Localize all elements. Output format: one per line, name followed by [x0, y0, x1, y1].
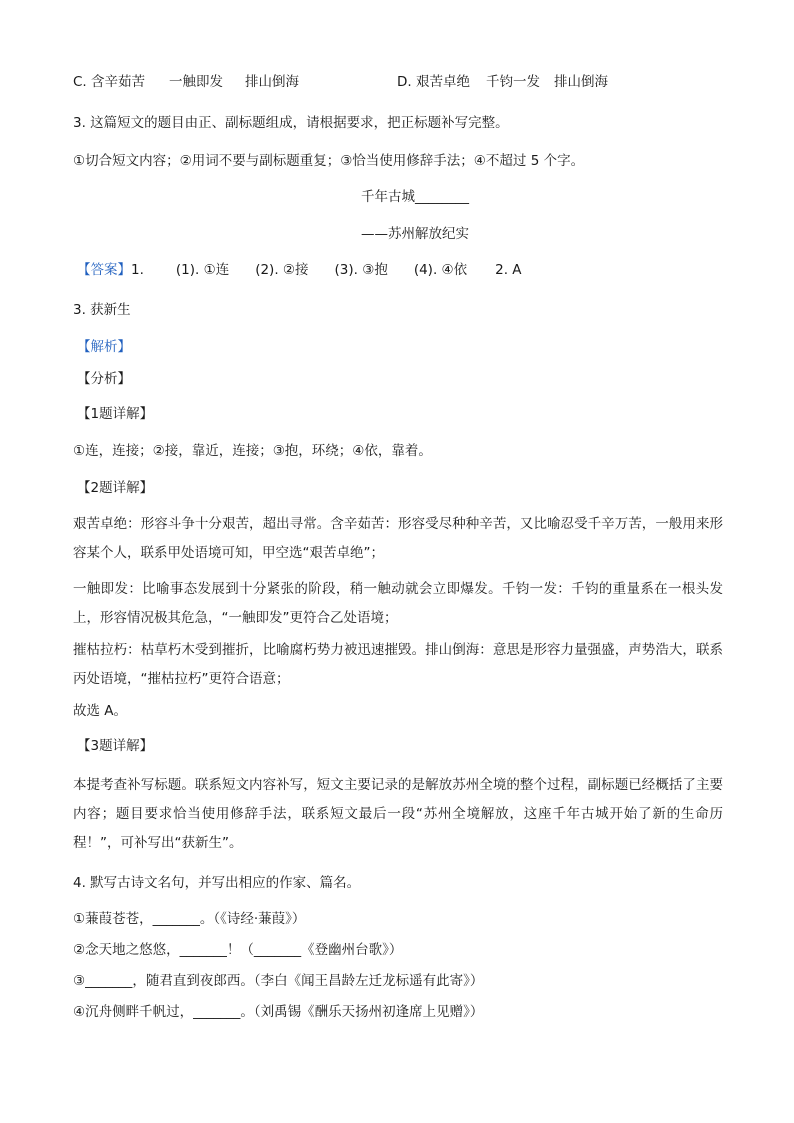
- question-3-requirements: ①切合短文内容；②用词不要与副标题重复；③恰当使用修辞手法；④不超过 5 个字。: [73, 153, 585, 169]
- q2-detail-paragraph-2: 一触即发：比喻事态发展到十分紧张的阶段，稍一触动就会立即爆发。千钧一发：千钧的重量系在一根头发上，形容情况极其危急，“一触即发”更符合乙处语境；: [73, 581, 723, 626]
- question-3-prompt: 3. 这篇短文的题目由正、副标题组成，请根据要求，把正标题补写完整。: [73, 115, 509, 131]
- answer-q1-part-1: (1). ①连: [175, 262, 230, 278]
- option-c-label: C. 含辛茹苦: [73, 74, 146, 90]
- q1-detail-text: ①连，连接；②接，靠近，连接；③抱，环绕；④依，靠着。: [73, 443, 432, 459]
- q2-detail-paragraph-1: 艰苦卓绝：形容斗争十分艰苦，超出寻常。含辛茹苦：形容受尽种种辛苦，又比喻忍受千辛万苦，一般用来形容某个人，联系甲处语境可知，甲空选“艰苦卓绝”；: [73, 516, 723, 561]
- option-c: [73, 72, 299, 92]
- q2-detail-heading: 【2题详解】: [77, 480, 154, 496]
- recitation-item-3: ③_______，随君直到夜郎西。（李白《闻王昌龄左迁龙标遥有此寄》）: [73, 973, 484, 989]
- q3-detail-paragraph: 本提考查补写标题。联系短文内容补写，短文主要记录的是解放苏州全境的整个过程，副标题已经概括了主要内容；题目要求恰当使用修辞手法，联系短文最后一段“苏州全境解放，这座千年古城开始了新的生命历程！”，可补写出“获新生”。: [73, 777, 723, 851]
- q2-detail-paragraph-3: 摧枯拉朽：枯草朽木受到摧折，比喻腐朽势力被迅速摧毁。排山倒海：意思是形容力量强盛，声势浩大，联系丙处语境，“摧枯拉朽”更符合语意；: [73, 642, 723, 687]
- option-d-word-3: 排山倒海: [553, 74, 608, 90]
- option-d-word-2: 千钧一发: [485, 74, 540, 90]
- q1-detail-heading: 【1题详解】: [77, 406, 154, 422]
- answer-tag: 【答案】: [77, 262, 131, 278]
- answer-q1-part-3: (3). ③抱: [334, 262, 388, 278]
- option-c-word-3: 排山倒海: [245, 74, 300, 90]
- answer-q1-part-2: (2). ②接: [255, 262, 309, 278]
- option-d: [397, 72, 608, 92]
- main-title-blank: 千年古城________: [361, 189, 469, 205]
- analysis-heading: 【分析】: [77, 371, 131, 387]
- answer-q1-part-4: (4). ④依: [413, 262, 468, 278]
- answer-line: [77, 260, 522, 280]
- recitation-item-4: ④沉舟侧畔千帆过，_______。（刘禹锡《酬乐天扬州初逢席上见赠》）: [73, 1004, 484, 1020]
- option-d-label: D. 艰苦卓绝: [397, 74, 470, 90]
- recitation-item-2: ②念天地之悠悠，_______！（_______《登幽州台歌》）: [73, 942, 403, 958]
- question-4-prompt: 4. 默写古诗文名句，并写出相应的作家、篇名。: [73, 875, 361, 891]
- subtitle: ——苏州解放纪实: [361, 226, 469, 242]
- answer-q3: 3. 获新生: [73, 302, 131, 318]
- option-c-word-2: 一触即发: [169, 74, 224, 90]
- answer-q2: 2. A: [495, 262, 522, 278]
- answer-q1-number: 1.: [131, 262, 144, 278]
- q2-conclusion: 故选 A。: [73, 703, 128, 719]
- analysis-tag: 【解析】: [77, 339, 131, 355]
- recitation-item-1: ①蒹葭苍苍，_______。（《诗经·蒹葭》）: [73, 911, 306, 927]
- q3-detail-heading: 【3题详解】: [77, 738, 154, 754]
